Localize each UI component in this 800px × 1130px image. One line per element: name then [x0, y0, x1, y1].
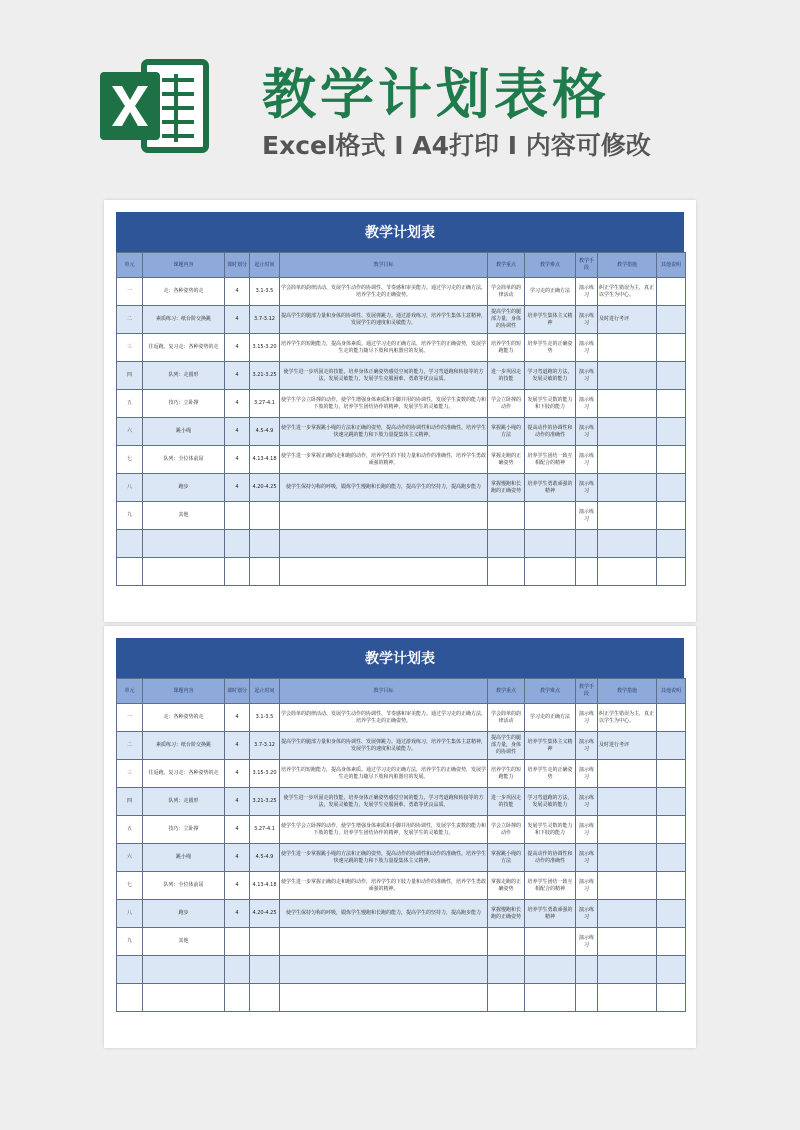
table-cell: 4 [225, 446, 250, 474]
table-cell [143, 956, 225, 984]
table-cell: 4 [225, 362, 250, 390]
table-cell [657, 474, 686, 502]
table-cell: 4 [225, 844, 250, 872]
table-cell: 培养学生走的正确姿势 [525, 760, 576, 788]
table-row [117, 928, 686, 956]
table-cell: 学会简单的韵律活动、发展学生动作的协调性、节奏感和审美能力。通过学习走的正确方法，培养学生走的正确姿势。 [280, 704, 488, 732]
column-header: 其他说明 [657, 253, 686, 278]
table-cell: 演示练习 [576, 278, 598, 306]
table-cell: 技巧：立卧撑 [143, 816, 225, 844]
table-cell: 演示练习 [576, 418, 598, 446]
table-cell: 素质练习：纸台阶交换跳 [143, 306, 225, 334]
table-cell: 掌握慢跑和长跑的正确姿势 [488, 474, 525, 502]
table-cell: 3.15-3.20 [250, 334, 280, 362]
table-cell: 演示练习 [576, 760, 598, 788]
table-cell: 掌握走跑的正确姿势 [488, 872, 525, 900]
table-cell: 演示练习 [576, 306, 598, 334]
sheet-title: 教学计划表 [116, 638, 684, 678]
table-cell [657, 900, 686, 928]
table-cell: 五 [117, 816, 143, 844]
table-row [117, 502, 686, 530]
table-cell: 演示练习 [576, 362, 598, 390]
table-cell: 演示练习 [576, 390, 598, 418]
table-row [117, 732, 686, 760]
table-row [117, 334, 686, 362]
table-cell [225, 956, 250, 984]
table-cell [488, 956, 525, 984]
empty-row [117, 530, 686, 558]
table-cell [117, 558, 143, 586]
table-cell: 4 [225, 900, 250, 928]
table-cell [598, 816, 657, 844]
table-cell [598, 474, 657, 502]
column-header: 教学重点 [488, 253, 525, 278]
table-cell: 使学生进一步掌握正确的走和跑的动作，培养学生的下肢力量和动作的准确性，培养学生勇敢顽强的精神。 [280, 872, 488, 900]
table-cell [280, 984, 488, 1012]
table-cell: 4 [225, 872, 250, 900]
table-cell: 4 [225, 704, 250, 732]
table-cell: 队列：全位体前屈 [143, 446, 225, 474]
table-cell [525, 984, 576, 1012]
table-cell: 演示练习 [576, 502, 598, 530]
table-cell: 4.13-4.18 [250, 446, 280, 474]
column-header: 起止时间 [250, 679, 280, 704]
table-cell [488, 530, 525, 558]
table-cell [598, 844, 657, 872]
table-cell: 九 [117, 928, 143, 956]
table-row [117, 872, 686, 900]
table-cell: 演示练习 [576, 788, 598, 816]
plan-table [116, 252, 686, 586]
table-cell [657, 928, 686, 956]
table-cell [117, 984, 143, 1012]
table-cell: 跳小绳 [143, 418, 225, 446]
table-cell: 培养学生的短跑能力 [488, 334, 525, 362]
table-cell [225, 502, 250, 530]
table-cell: 进一步巩固走的技能 [488, 788, 525, 816]
table-cell: 演示练习 [576, 928, 598, 956]
table-cell: 一 [117, 278, 143, 306]
table-cell [250, 984, 280, 1012]
table-cell [225, 984, 250, 1012]
table-cell: 学习走的正确方法 [525, 278, 576, 306]
table-cell [598, 956, 657, 984]
table-cell: 七 [117, 872, 143, 900]
table-cell [598, 900, 657, 928]
table-cell: 培养学生的短跑能力，提高身体素质。通过学习走的正确方法，培养学生的正确姿势，发展学生走的能力随尽下肢和内脏器官的发展。 [280, 334, 488, 362]
table-cell [598, 446, 657, 474]
table-row [117, 816, 686, 844]
table-row [117, 788, 686, 816]
table-cell: 走：各种姿势的走 [143, 704, 225, 732]
table-cell: 4.20-4.25 [250, 474, 280, 502]
table-cell: 3.27-4.1 [250, 816, 280, 844]
table-cell: 培养学生集体主义精神 [525, 306, 576, 334]
table-cell: 掌握慢跑和长跑的正确姿势 [488, 900, 525, 928]
table-cell [657, 278, 686, 306]
table-cell: 使学生进一步掌握跳小绳的方法和正确的姿势，提高动作的协调性和动作的准确性。培养学生快速完跳的能力和下肢力量提集体主义精神。 [280, 844, 488, 872]
column-header: 课时划分 [225, 679, 250, 704]
table-cell: 3.1-3.5 [250, 704, 280, 732]
column-header: 教学目标 [280, 253, 488, 278]
table-cell [598, 502, 657, 530]
table-cell [598, 362, 657, 390]
table-row [117, 306, 686, 334]
empty-row [117, 984, 686, 1012]
header-row [117, 253, 686, 278]
table-cell: 培养学生集体主义精神 [525, 732, 576, 760]
table-cell [117, 530, 143, 558]
column-header: 教学措施 [598, 679, 657, 704]
table-cell: 提高学生的腿部力量，身体的协调性 [488, 306, 525, 334]
table-cell [250, 502, 280, 530]
table-cell: 三 [117, 334, 143, 362]
empty-row [117, 558, 686, 586]
table-cell: 六 [117, 418, 143, 446]
table-cell: 4 [225, 418, 250, 446]
table-cell: 队列：走圆形 [143, 788, 225, 816]
table-cell: 及时进行考评 [598, 732, 657, 760]
table-cell: 队列：走圆形 [143, 362, 225, 390]
table-cell [250, 956, 280, 984]
table-cell: 学习弯道跑的方法，发展灵敏的能力 [525, 788, 576, 816]
table-cell [657, 558, 686, 586]
table-cell: 其他 [143, 928, 225, 956]
table-cell: 4 [225, 760, 250, 788]
table-row [117, 446, 686, 474]
table-cell: 队列：全位体前屈 [143, 872, 225, 900]
table-cell [525, 558, 576, 586]
table-row [117, 844, 686, 872]
table-cell [576, 984, 598, 1012]
table-cell [525, 928, 576, 956]
table-cell: 3.1-3.5 [250, 278, 280, 306]
table-cell [225, 530, 250, 558]
table-row [117, 760, 686, 788]
table-cell [576, 530, 598, 558]
table-cell: 跑步 [143, 900, 225, 928]
sheet-preview-1 [104, 200, 696, 622]
table-cell [525, 956, 576, 984]
table-cell [117, 956, 143, 984]
table-cell [525, 502, 576, 530]
table-cell: 跑步 [143, 474, 225, 502]
table-cell: 4.5-4.9 [250, 418, 280, 446]
table-cell: 演示练习 [576, 446, 598, 474]
table-cell: 五 [117, 390, 143, 418]
table-cell: 4.13-4.18 [250, 872, 280, 900]
table-cell: 使学生保持匀称的呼吸，锻炼学生慢跑和长跑的能力，提高学生的坚持力，提高跑步能力 [280, 900, 488, 928]
column-header: 教学手段 [576, 679, 598, 704]
table-row [117, 390, 686, 418]
table-cell: 七 [117, 446, 143, 474]
table-cell [225, 928, 250, 956]
table-cell [250, 928, 280, 956]
table-cell: 素质练习：纸台阶交换跳 [143, 732, 225, 760]
table-cell [598, 760, 657, 788]
table-cell [598, 530, 657, 558]
banner [0, 0, 800, 190]
table-cell [250, 530, 280, 558]
table-cell: 学习走的正确方法 [525, 704, 576, 732]
table-cell [598, 334, 657, 362]
table-cell [657, 704, 686, 732]
table-cell [598, 418, 657, 446]
header-row [117, 679, 686, 704]
table-cell: 发展学生灵数的能力和下肢的能力 [525, 390, 576, 418]
table-cell: 二 [117, 732, 143, 760]
table-cell [657, 760, 686, 788]
column-header: 课题内容 [143, 253, 225, 278]
table-cell [657, 390, 686, 418]
table-cell: 提高动作的协调性和动作的准确性 [525, 418, 576, 446]
table-cell [657, 984, 686, 1012]
table-cell: 4 [225, 732, 250, 760]
table-cell: 四 [117, 362, 143, 390]
table-cell: 4 [225, 788, 250, 816]
column-header: 教学重点 [488, 679, 525, 704]
table-cell [598, 558, 657, 586]
column-header: 其他说明 [657, 679, 686, 704]
table-row [117, 362, 686, 390]
table-cell [143, 558, 225, 586]
table-cell: 提高动作的协调性和动作的准确性 [525, 844, 576, 872]
table-cell [657, 362, 686, 390]
table-cell: 4 [225, 816, 250, 844]
column-header: 教学措施 [598, 253, 657, 278]
table-cell: 三 [117, 760, 143, 788]
table-cell: 培养学生团结一致互相配合的精神 [525, 872, 576, 900]
table-cell: 技巧：立卧撑 [143, 390, 225, 418]
page-subtitle: Excel格式 I A4打印 I 内容可修改 [262, 131, 651, 160]
table-cell [657, 788, 686, 816]
table-cell: 使学生保持匀称的呼吸，锻炼学生慢跑和长跑的能力，提高学生的坚持力，提高跑步能力 [280, 474, 488, 502]
table-cell: 使学生学会立卧撑的动作，使学生增强身体素质和手脚并用的协调性，发展学生责数的能力和下肢的能力，培养学生团结协作的精神，发展学生的灵敏能力。 [280, 390, 488, 418]
table-cell [657, 502, 686, 530]
table-cell: 3.27-4.1 [250, 390, 280, 418]
table-cell: 纠正学生错误为主，真正以学生为中心。 [598, 704, 657, 732]
table-cell [598, 928, 657, 956]
table-row [117, 900, 686, 928]
table-cell: 培养学生的短跑能力，提高身体素质。通过学习走的正确方法，培养学生的正确姿势，发展学生走的能力随尽下肢和内脏器官的发展。 [280, 760, 488, 788]
table-row [117, 418, 686, 446]
table-cell [576, 956, 598, 984]
table-cell: 培养学生的短跑能力 [488, 760, 525, 788]
table-cell: 进一步巩固走的技能 [488, 362, 525, 390]
table-cell: 3.7-3.12 [250, 732, 280, 760]
table-cell [657, 844, 686, 872]
table-cell: 培养学生勇敢顽强的精神 [525, 900, 576, 928]
table-row [117, 704, 686, 732]
table-cell [657, 306, 686, 334]
table-cell [657, 816, 686, 844]
table-cell [576, 558, 598, 586]
table-cell [488, 502, 525, 530]
table-cell: 培养学生团结一致互相配合的精神 [525, 446, 576, 474]
table-cell: 3.15-3.20 [250, 760, 280, 788]
table-row [117, 278, 686, 306]
table-cell [598, 984, 657, 1012]
table-cell: 走：各种姿势的走 [143, 278, 225, 306]
table-cell: 提高学生的腿部力量和身体的协调性、发展弹跳力。通过游戏练习，培养学生集体主意精神，发展学生的速度和灵敏能力。 [280, 732, 488, 760]
table-cell: 演示练习 [576, 816, 598, 844]
column-header: 教学难点 [525, 679, 576, 704]
table-cell: 演示练习 [576, 872, 598, 900]
table-cell: 掌握跳小绳的方法 [488, 844, 525, 872]
table-cell [488, 928, 525, 956]
empty-row [117, 956, 686, 984]
sheet-preview-2 [104, 626, 696, 1048]
table-cell: 培养学生勇敢顽强的精神 [525, 474, 576, 502]
table-cell: 演示练习 [576, 474, 598, 502]
table-cell: 提高学生的腿部力量和身体的协调性、发展弹跳力。通过游戏练习，培养学生集体主意精神，发展学生的速度和灵敏能力。 [280, 306, 488, 334]
table-cell [143, 984, 225, 1012]
table-cell [250, 558, 280, 586]
table-cell [598, 390, 657, 418]
table-cell: 往返跑、复习走：各种姿势的走 [143, 760, 225, 788]
table-cell: 掌握走跑的正确姿势 [488, 446, 525, 474]
table-cell [657, 872, 686, 900]
table-cell: 使学生进一步掌握正确的走和跑的动作，培养学生的下肢力量和动作的准确性，培养学生勇敢顽强的精神。 [280, 446, 488, 474]
table-cell [280, 502, 488, 530]
table-cell: 八 [117, 474, 143, 502]
table-cell: 跳小绳 [143, 844, 225, 872]
table-cell: 学会简单的韵律活动 [488, 278, 525, 306]
table-cell: 4 [225, 306, 250, 334]
table-cell: 九 [117, 502, 143, 530]
column-header: 课题内容 [143, 679, 225, 704]
table-cell: 学会立卧撑的动作 [488, 816, 525, 844]
table-cell: 演示练习 [576, 704, 598, 732]
table-cell: 演示练习 [576, 334, 598, 362]
table-cell: 八 [117, 900, 143, 928]
page-title: 教学计划表格 [262, 63, 610, 126]
table-cell: 提高学生的腿部力量，身体的协调性 [488, 732, 525, 760]
table-cell: 学习弯道跑的方法，发展灵敏的能力 [525, 362, 576, 390]
plan-table [116, 678, 686, 1012]
table-cell: 演示练习 [576, 844, 598, 872]
table-cell: 学会简单的韵律活动、发展学生动作的协调性、节奏感和审美能力。通过学习走的正确方法，培养学生走的正确姿势。 [280, 278, 488, 306]
table-cell: 4 [225, 334, 250, 362]
table-cell [225, 558, 250, 586]
table-cell: 4.20-4.25 [250, 900, 280, 928]
table-cell [657, 334, 686, 362]
table-cell [280, 530, 488, 558]
table-cell: 往返跑、复习走：各种姿势的走 [143, 334, 225, 362]
table-cell: 掌握跳小绳的方法 [488, 418, 525, 446]
table-cell: 学会立卧撑的动作 [488, 390, 525, 418]
table-cell: 四 [117, 788, 143, 816]
table-cell: 发展学生灵数的能力和下肢的能力 [525, 816, 576, 844]
table-cell: 使学生学会立卧撑的动作，使学生增强身体素质和手脚并用的协调性，发展学生责数的能力和下肢的能力，培养学生团结协作的精神，发展学生的灵敏能力。 [280, 816, 488, 844]
table-cell: 一 [117, 704, 143, 732]
column-header: 教学目标 [280, 679, 488, 704]
table-cell: 4 [225, 278, 250, 306]
column-header: 单元 [117, 679, 143, 704]
table-cell: 使学生进一步巩固走的技能，培养身体正确姿势感觉空间的能力，学习弯道跑和转接等的方法，发展灵敏能力，发展学生克服困难、勇敢等优良品质。 [280, 362, 488, 390]
table-cell [657, 530, 686, 558]
table-cell [598, 788, 657, 816]
table-cell [280, 956, 488, 984]
table-cell: 纠正学生错误为主，真正以学生为中心。 [598, 278, 657, 306]
table-cell [598, 872, 657, 900]
sheet-title: 教学计划表 [116, 212, 684, 252]
table-cell: 及时进行考评 [598, 306, 657, 334]
column-header: 教学难点 [525, 253, 576, 278]
table-cell: 使学生进一步掌握跳小绳的方法和正确的姿势，提高动作的协调性和动作的准确性。培养学生快速完跳的能力和下肢力量提集体主义精神。 [280, 418, 488, 446]
table-cell: 其他 [143, 502, 225, 530]
table-cell: 4 [225, 474, 250, 502]
table-cell [657, 446, 686, 474]
table-cell: 4 [225, 390, 250, 418]
table-cell: 六 [117, 844, 143, 872]
table-cell: 4.5-4.9 [250, 844, 280, 872]
table-cell: 学会简单的韵律活动 [488, 704, 525, 732]
table-cell [657, 418, 686, 446]
table-cell [525, 530, 576, 558]
table-cell: 培养学生走的正确姿势 [525, 334, 576, 362]
table-cell [488, 984, 525, 1012]
table-cell: 二 [117, 306, 143, 334]
table-cell [143, 530, 225, 558]
column-header: 教学手段 [576, 253, 598, 278]
table-cell: 3.21-3.25 [250, 788, 280, 816]
column-header: 起止时间 [250, 253, 280, 278]
column-header: 课时划分 [225, 253, 250, 278]
table-cell: 演示练习 [576, 732, 598, 760]
table-cell: 使学生进一步巩固走的技能，培养身体正确姿势感觉空间的能力，学习弯道跑和转接等的方法，发展灵敏能力，发展学生克服困难、勇敢等优良品质。 [280, 788, 488, 816]
table-cell: 演示练习 [576, 900, 598, 928]
column-header: 单元 [117, 253, 143, 278]
excel-logo-icon [98, 56, 210, 156]
table-cell [657, 732, 686, 760]
table-row [117, 474, 686, 502]
table-cell [280, 928, 488, 956]
table-cell [280, 558, 488, 586]
table-cell [488, 558, 525, 586]
table-cell [657, 956, 686, 984]
table-cell: 3.21-3.25 [250, 362, 280, 390]
table-cell: 3.7-3.12 [250, 306, 280, 334]
